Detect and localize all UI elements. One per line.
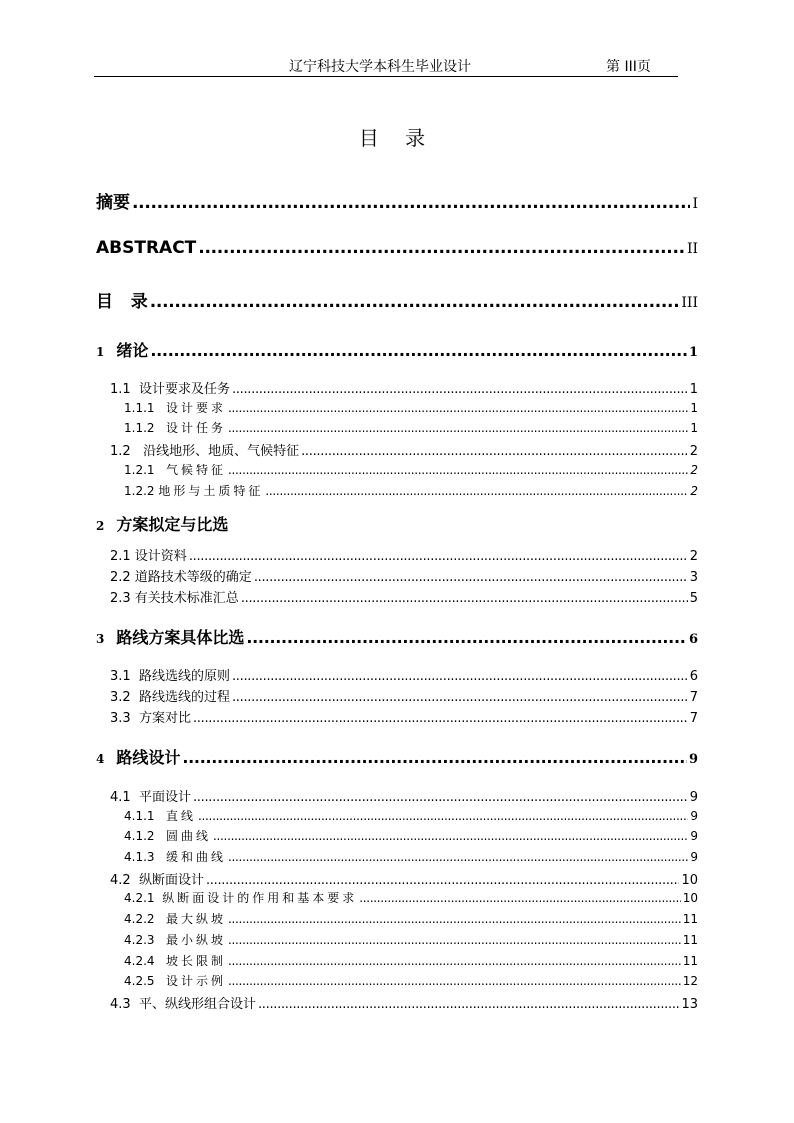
header-page-number: 第 III页 bbox=[606, 59, 651, 75]
leader-dots bbox=[228, 850, 688, 864]
toc-subsection[interactable]: 4.1.3 缓和曲线 ..... 9 bbox=[124, 848, 698, 865]
leader-dots bbox=[213, 829, 688, 843]
toc-subsection[interactable]: 4.1.2 圆曲线 ..... 9 bbox=[124, 827, 698, 844]
leader-dots bbox=[228, 401, 688, 415]
toc-section[interactable]: 3.2 路线选线的过程 ..... 7 bbox=[110, 686, 698, 705]
toc-subsection[interactable]: 1.1.1 设计要求 ..... 1 bbox=[124, 399, 698, 416]
toc-subsection[interactable]: 4.2.2 最大纵坡 ..... 11 bbox=[124, 910, 698, 927]
leader-dots bbox=[132, 193, 690, 213]
toc-section[interactable]: 2.1 设计资料 ..... 2 bbox=[110, 545, 698, 564]
leader-dots bbox=[228, 912, 681, 926]
leader-dots bbox=[301, 444, 688, 459]
leader-dots bbox=[258, 997, 680, 1012]
leader-dots bbox=[265, 484, 688, 498]
toc-section[interactable]: 1.2 沿线地形、地质、气候特征 ..... 2 bbox=[110, 440, 698, 459]
toc-section[interactable]: 2.2 道路技术等级的确定 ..... 3 bbox=[110, 566, 698, 585]
toc-chapter-3[interactable]: 3 路线方案具体比选 ..... 6 bbox=[96, 625, 698, 648]
toc-subsection[interactable]: 1.1.2 设计任务 ..... 1 bbox=[124, 419, 698, 436]
toc-section[interactable]: 4.3 平、纵线形组合设计 ..... 13 bbox=[110, 993, 698, 1012]
header-school-title: 辽宁科技大学本科生毕业设计 bbox=[289, 59, 471, 75]
toc-section[interactable]: 4.2 纵断面设计 ..... 10 bbox=[110, 869, 698, 888]
toc-section[interactable]: 4.1 平面设计 ..... 9 bbox=[110, 786, 698, 805]
leader-dots bbox=[198, 238, 685, 258]
toc-chapter-2[interactable]: 2 方案拟定与比选 bbox=[96, 515, 229, 534]
toc-subsection[interactable]: 1.2.1 气候特征 ..... 2 bbox=[124, 461, 698, 478]
toc-section[interactable]: 2.3 有关技术标准汇总 ..... 5 bbox=[110, 587, 698, 606]
leader-dots bbox=[232, 382, 688, 397]
leader-dots bbox=[254, 570, 688, 585]
leader-dots bbox=[189, 549, 688, 564]
leader-dots bbox=[246, 628, 687, 647]
toc-subsection[interactable]: 1.2.2 地形与土质特征 ..... 2 bbox=[124, 482, 698, 499]
leader-dots bbox=[193, 790, 688, 805]
leader-dots bbox=[150, 292, 680, 312]
toc-chapter-1[interactable]: 1 绪论 ..... 1 bbox=[96, 338, 698, 361]
toc-entry-abstract-cn[interactable]: 摘要 ..... I bbox=[96, 188, 698, 213]
toc-section[interactable]: 3.3 方案对比 ..... 7 bbox=[110, 707, 698, 726]
leader-dots bbox=[228, 974, 681, 988]
leader-dots bbox=[193, 711, 688, 726]
page-title: 目 录 bbox=[358, 126, 436, 150]
leader-dots bbox=[241, 591, 688, 606]
toc-subsection[interactable]: 4.2.3 最小纵坡 ..... 11 bbox=[124, 931, 698, 948]
leader-dots bbox=[228, 421, 688, 435]
leader-dots bbox=[150, 341, 687, 360]
toc-subsection[interactable]: 4.2.4 坡长限制 ..... 11 bbox=[124, 952, 698, 969]
leader-dots bbox=[228, 463, 688, 477]
toc-section[interactable]: 3.1 路线选线的原则 ..... 6 bbox=[110, 665, 698, 684]
leader-dots bbox=[228, 933, 681, 947]
leader-dots bbox=[359, 891, 681, 905]
leader-dots bbox=[232, 669, 688, 684]
leader-dots bbox=[206, 873, 680, 888]
toc-entry-contents[interactable]: 目 录 ..... III bbox=[96, 287, 698, 312]
toc-subsection[interactable]: 4.2.5 设计示例 ..... 12 bbox=[124, 972, 698, 989]
leader-dots bbox=[232, 690, 688, 705]
toc-section[interactable]: 1.1 设计要求及任务 ..... 1 bbox=[110, 378, 698, 397]
toc-chapter-4[interactable]: 4 路线设计 ..... 9 bbox=[96, 745, 698, 768]
toc-subsection[interactable]: 4.2.1 纵断面设计的作用和基本要求 ..... 10 bbox=[124, 889, 698, 906]
leader-dots bbox=[198, 809, 688, 823]
toc-entry-abstract-en[interactable]: ABSTRACT ..... II bbox=[96, 238, 698, 258]
leader-dots bbox=[182, 748, 687, 767]
toc-subsection[interactable]: 4.1.1 直线 ..... 9 bbox=[124, 807, 698, 824]
leader-dots bbox=[228, 954, 681, 968]
